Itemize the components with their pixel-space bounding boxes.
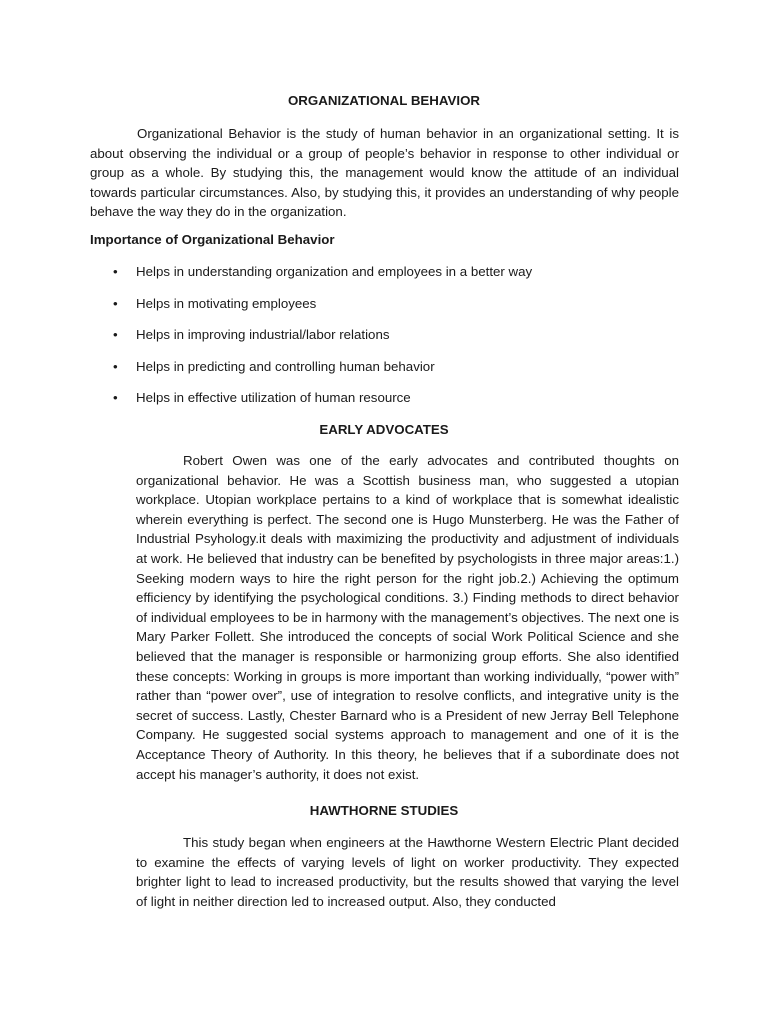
- advocates-heading: EARLY ADVOCATES: [319, 422, 449, 437]
- intro-paragraph: Organizational Behavior is the study of human behavior in an organizational setting. It is about observing the individual or a group of people’s behavior in response to other individual or group as a whole. By studying this, the management would know the attitude of an individual towards particular circumstances. Also, by studying this, it provides an understanding of why people behave the way they do in the organization.: [90, 126, 679, 220]
- list-item: [90, 262, 532, 294]
- advocates-paragraph: Robert Owen was one of the early advocates and contributed thoughts on organizational behavior. He was a Scottish business man, who suggested a utopian workplace. Utopian workplace pertains to a kind of workplace that is somewhat idealistic wherein everything is perfect. The second one is Hugo Munsterberg. He was the Father of Industrial Psyhology.it deals with maximizing the productivity and adjustment of individuals at work. He believed that industry can be benefited by psychologists in three major areas:1.) Seeking modern ways to hire the right person for the right job.2.) Achieving the optimum efficiency by identifying the psychological conditions. 3.) Finding methods to direct behavior of individual employees to be in harmony with the management’s objectives. The next one is Mary Parker Follett. She introduced the concepts of social Work Political Science and she believed that the manager is responsible or harmonizing group efforts. She also identified these concepts: Working in groups is more important than working individually, “power with” rather than “power over”, use of integration to resolve conflicts, and integrative unity is the secret of success. Lastly, Chester Barnard who is a President of new Jerray Bell Telephone Company. He suggested social systems approach to management and one of it is the Acceptance Theory of Authority. In this theory, he believes that if a subordinate does not accept his manager’s authority, it does not exist.: [136, 453, 679, 782]
- bullet-dot: •: [113, 264, 118, 279]
- list-item: [90, 294, 532, 326]
- bullet-dot: •: [113, 295, 118, 311]
- importance-list: [90, 262, 532, 420]
- list-item: [90, 388, 532, 420]
- document-title: ORGANIZATIONAL BEHAVIOR: [287, 93, 481, 108]
- list-item-text: Helps in understanding organization and employees in a better way: [136, 264, 533, 279]
- hawthorne-paragraph: This study began when engineers at the Hawthorne Western Electric Plant decided to examine the effects of varying levels of light on worker productivity. They expected brighter light to lead to increased productivity, but the results showed that varying the level of light in neither direction led to increased output. Also, they conducted: [136, 835, 679, 909]
- list-item-text: Helps in predicting and controlling human behavior: [136, 358, 435, 374]
- list-item-text: Helps in improving industrial/labor relations: [136, 327, 390, 343]
- list-item-text: Helps in motivating employees: [136, 295, 317, 311]
- bullet-dot: •: [113, 390, 118, 406]
- bullet-dot: •: [113, 327, 118, 343]
- bullet-dot: •: [113, 358, 118, 374]
- importance-heading: Importance of Organizational Behavior: [90, 232, 335, 247]
- list-item: [90, 325, 532, 357]
- hawthorne-heading: HAWTHORNE STUDIES: [309, 803, 459, 818]
- list-item-text: Helps in effective utilization of human resource: [136, 390, 411, 406]
- list-item: [90, 357, 532, 389]
